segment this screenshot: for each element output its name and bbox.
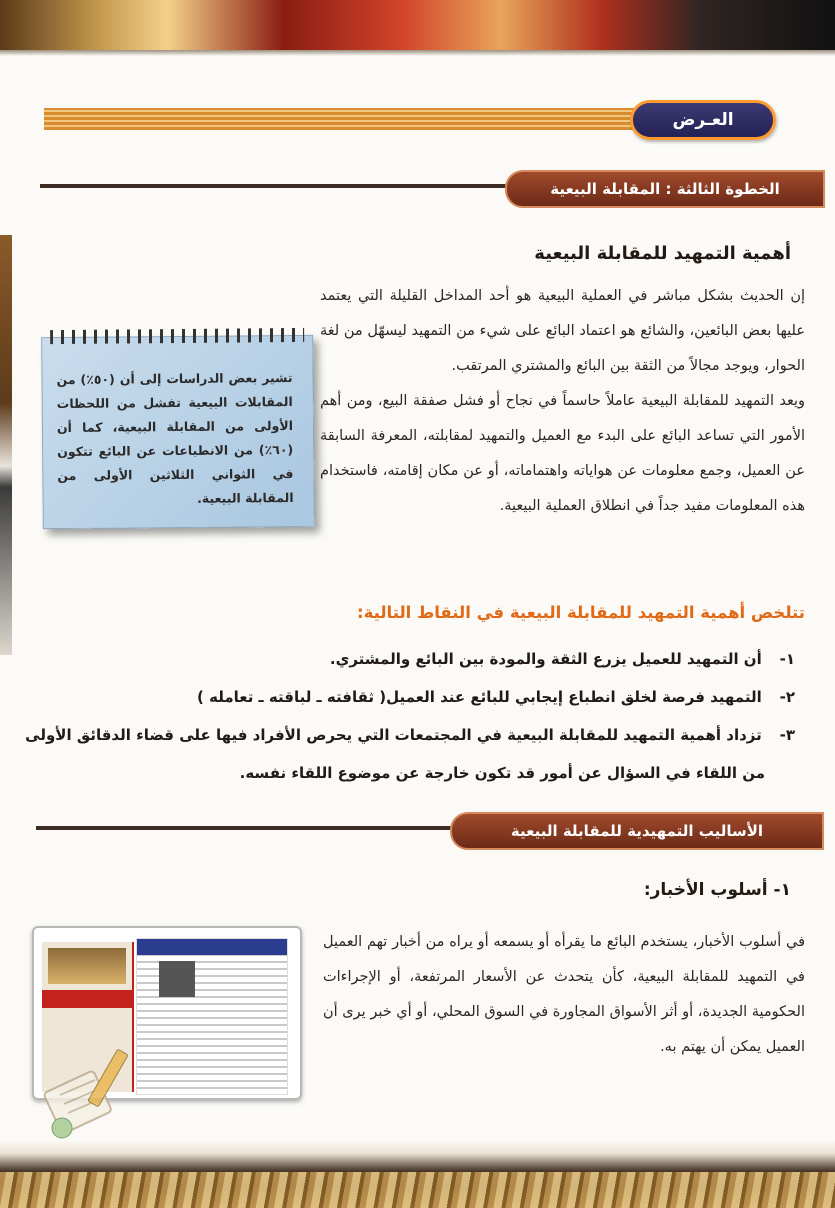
second-paragraph: ويعد التمهيد للمقابلة البيعية عاملاً حاسماً في نجاح أو فشل صفقة البيع، ومن أهم الأمور التي تساعد البائع على البدء مع العميل والتمهيد لمقابلته، المعرفة السابقة عن العميل، وجمع معلومات عن هواياته واهتماماته، أو عن مكان إقامته، فاستخدام هذه المعلومات مفيد جداً في انطلاق العملية البيعية. bbox=[320, 393, 805, 514]
list-item bbox=[15, 678, 795, 716]
point-number: ١- bbox=[779, 650, 795, 668]
intro-paragraph: إن الحديث بشكل مباشر في العملية البيعية هو أحد المداخل القليلة التي يعتمد عليها بعض البائعين، والشائع هو اعتماد البائع على شيء من التمهيد ليسهّل من لغة الحوار، ويوجد مجالاً من الثقة بين البائع والمشتري المرتقب. bbox=[320, 288, 805, 374]
importance-points-list bbox=[15, 640, 795, 792]
statistics-note-card bbox=[41, 335, 315, 529]
newspaper-red-band bbox=[42, 990, 132, 1008]
summary-heading: تتلخص أهمية التمهيد للمقابلة البيعية في النقاط التالية: bbox=[357, 603, 805, 622]
section-title-pill: العـرض bbox=[630, 100, 776, 140]
intro-paragraph-block bbox=[320, 279, 805, 599]
method1-heading: ١- أسلوب الأخبار: bbox=[643, 880, 791, 900]
point-continuation: من اللقاء في السؤال عن أمور قد تكون خارجة عن موضوع اللقاء نفسه. bbox=[239, 764, 765, 782]
pencil-notebook-icon bbox=[40, 1040, 150, 1140]
list-item bbox=[15, 716, 795, 754]
method1-paragraph: في أسلوب الأخبار، يستخدم البائع ما يقرأه أو يسمعه أو يراه من أخبار تهم العميل في التمهيد للمقابلة البيعية، كأن يتحدث عن الأسعار المرتفعة، أو الإجراءات الحكومية الجديدة، أو أثر الأسواق المجاورة في السوق المحلي، أو أي خبر يرى أن العميل يمكن أن يهتم به. bbox=[323, 934, 805, 1055]
top-banner-image bbox=[0, 0, 835, 50]
point-number: ٢- bbox=[779, 688, 795, 706]
list-item bbox=[15, 640, 795, 678]
methods-tab: الأساليب التمهيدية للمقابلة البيعية bbox=[450, 812, 824, 850]
spiral-rings bbox=[50, 328, 304, 344]
footer-stripe bbox=[0, 1172, 835, 1208]
newspaper-page-right bbox=[136, 938, 288, 1095]
side-book-strip bbox=[0, 235, 12, 655]
newspaper-masthead bbox=[137, 939, 287, 955]
methods-divider-line bbox=[36, 826, 466, 830]
newspaper-portrait bbox=[159, 961, 195, 997]
step-divider-line bbox=[40, 184, 520, 188]
step-three-tab: الخطوة الثالثة : المقابلة البيعية bbox=[505, 170, 825, 208]
point-text: أن التمهيد للعميل يزرع الثقة والمودة بين البائع والمشتري. bbox=[329, 650, 762, 668]
section-stripe-bar bbox=[44, 108, 644, 130]
point-number: ٣- bbox=[779, 726, 795, 744]
note-text: تشير بعض الدراسات إلى أن (٥٠٪) من المقابلات البيعية تفشل من اللحظات الأولى من المقابلة البيعية، كما أن (٦٠٪) من الانطباعات عن البائع تتكون في الثواني الثلاثين الأولى من المقابلة البيعية. bbox=[56, 369, 294, 506]
point-text: تزداد أهمية التمهيد للمقابلة البيعية في المجتمعات التي يحرص الأفراد فيها على قضاء الدقائق الأولى bbox=[25, 726, 762, 744]
importance-heading: أهمية التمهيد للمقابلة البيعية bbox=[534, 243, 791, 264]
newspaper-photo bbox=[48, 948, 126, 984]
point-text: التمهيد فرصة لخلق انطباع إيجابي للبائع عند العميل( ثقافته ـ لباقته ـ تعامله ) bbox=[197, 688, 762, 706]
banner-shadow bbox=[0, 50, 835, 56]
